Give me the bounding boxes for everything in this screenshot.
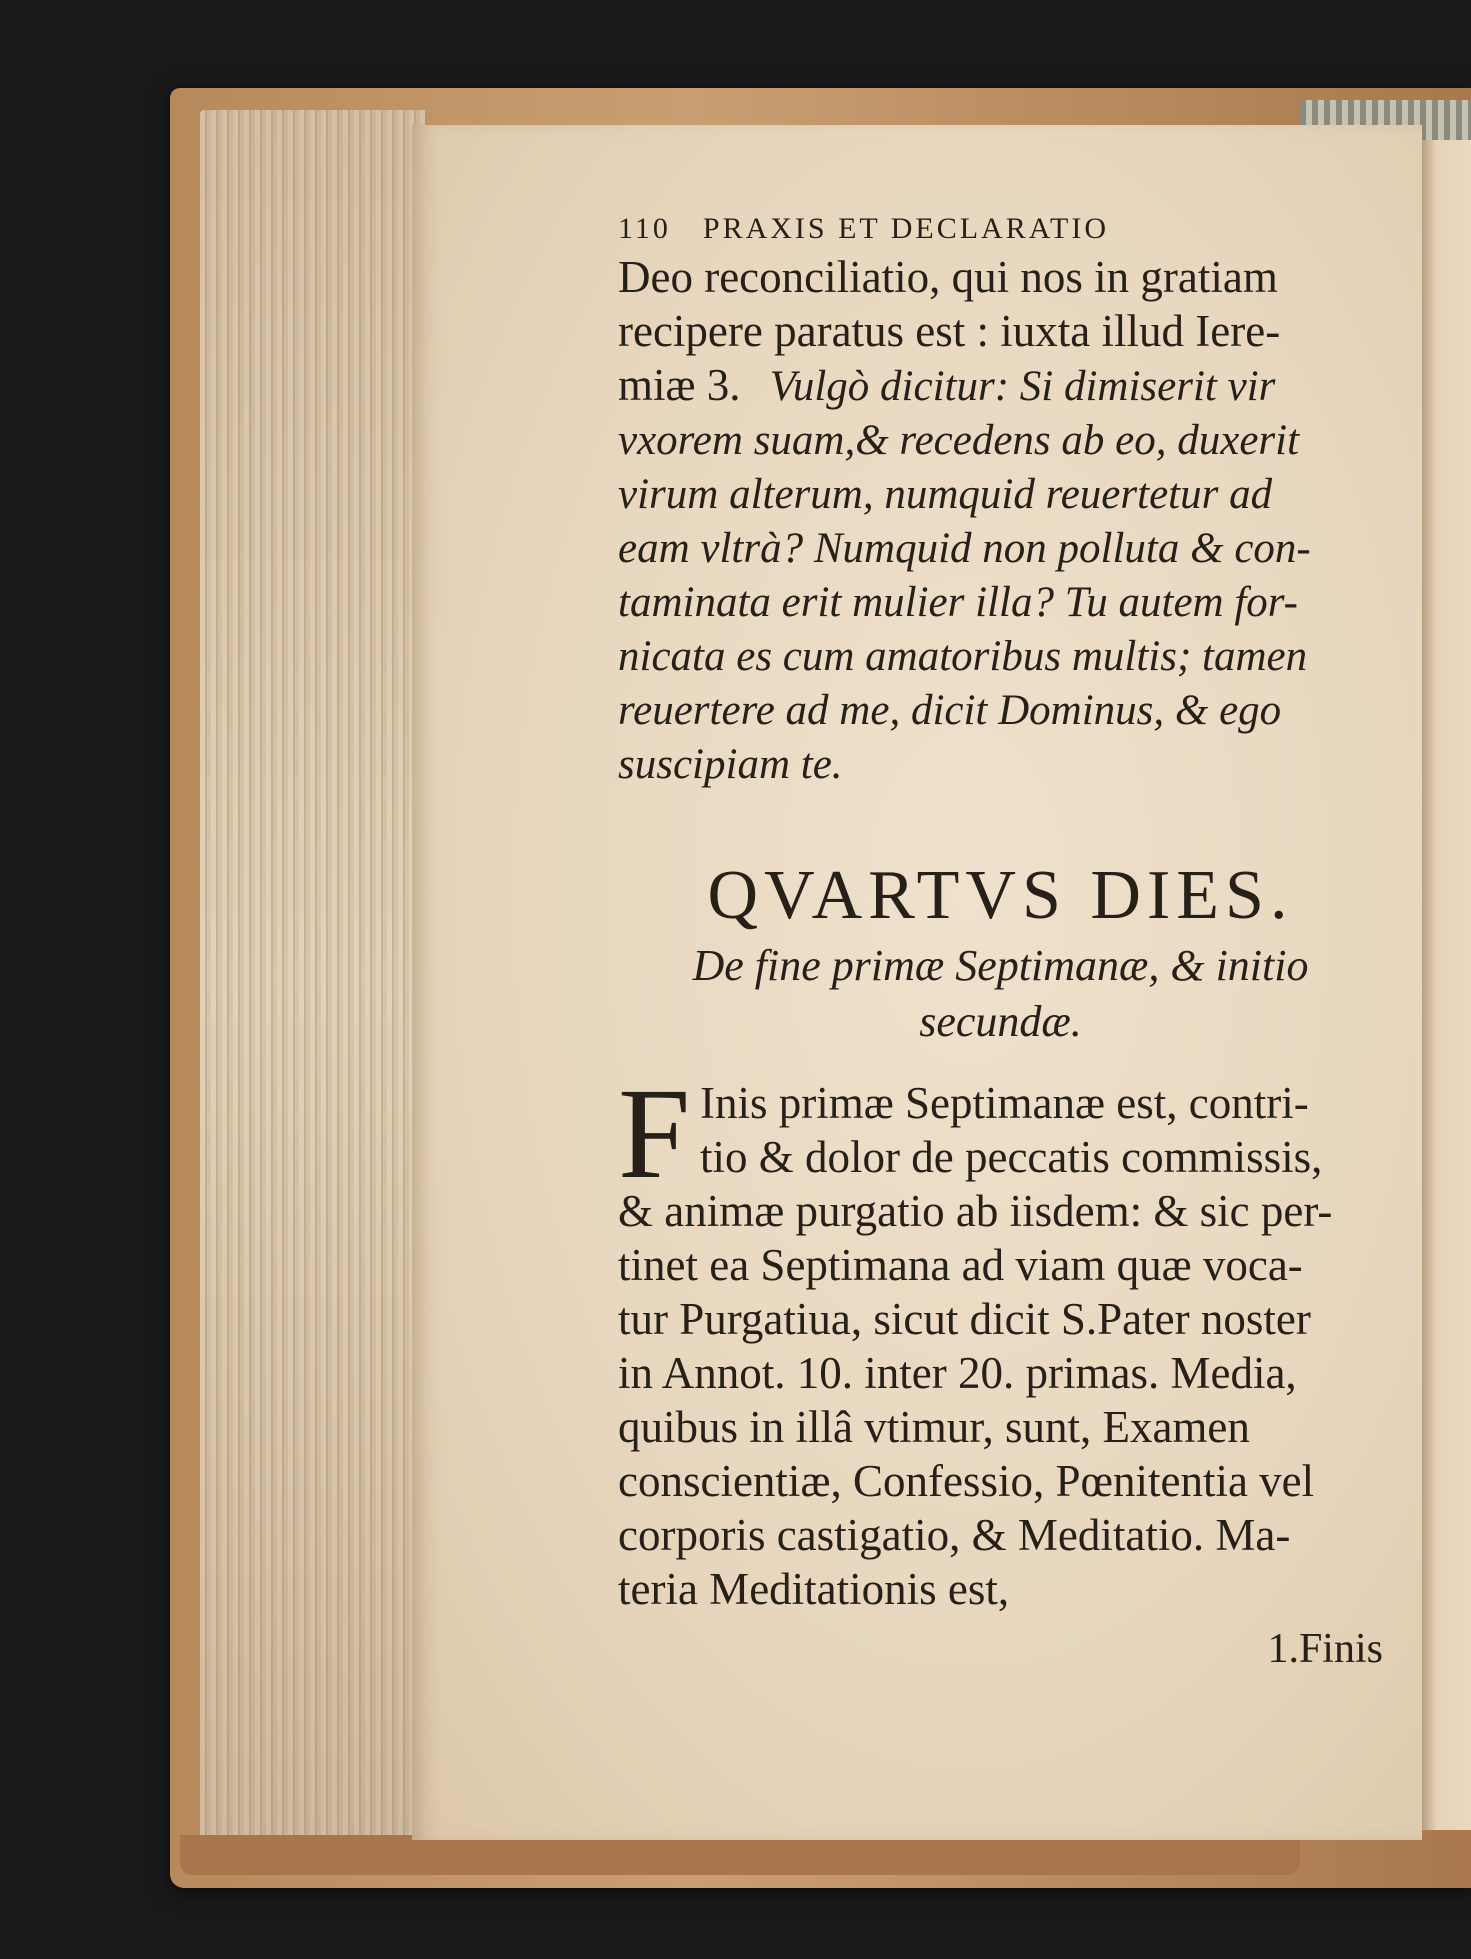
section-subtitle-line: secundæ.	[919, 997, 1082, 1046]
section-title: QVARTVS DIES.	[707, 857, 1294, 934]
text-line-mixed	[618, 358, 1383, 414]
drop-cap: F	[618, 1062, 691, 1206]
body-line: Inis primæ Septimanæ est, contri-	[700, 1078, 1309, 1128]
body-line: in Annot. 10. inter 20. primas. Media,	[618, 1348, 1297, 1398]
running-head	[618, 212, 1383, 246]
body-line: quibus in illâ vtimur, sunt, Examen	[618, 1402, 1250, 1452]
italic-line: eam vltrà? Numquid non polluta & con-	[618, 525, 1311, 572]
italic-line: reuertere ad me, dicit Dominus, & ego	[618, 687, 1282, 734]
text-line: recipere paratus est : iuxta illud Iere-	[618, 306, 1281, 356]
body-line: conscientiæ, Confessio, Pœnitentia vel	[618, 1456, 1315, 1506]
page-text	[618, 212, 1383, 1676]
page-number: 110	[618, 212, 671, 245]
running-title: PRAXIS ET DECLARATIO	[702, 212, 1110, 245]
body-line: tur Purgatiua, sicut dicit S.Pater noster	[618, 1294, 1311, 1344]
text-line: Deo reconciliatio, qui nos in gratiam	[618, 252, 1278, 302]
text-roman-fragment: miæ 3.	[618, 360, 741, 410]
body-line: tio & dolor de peccatis commissis,	[700, 1132, 1323, 1182]
italic-line: vxorem suam,& recedens ab eo, duxerit	[618, 417, 1300, 464]
catchword: 1.Finis	[1267, 1626, 1383, 1672]
right-page-sliver	[1422, 140, 1471, 1830]
bottom-board	[180, 1835, 1300, 1875]
body-line: tinet ea Septimana ad viam quæ voca-	[618, 1240, 1303, 1290]
italic-line: virum alterum, numquid reuertetur ad	[618, 471, 1273, 518]
body-line: & animæ purgatio ab iisdem: & sic per-	[618, 1186, 1333, 1236]
text-italic-fragment: Vulgò dicitur: Si dimiserit vir	[769, 363, 1276, 410]
page-edges	[200, 110, 425, 1845]
section-subtitle-line: De fine primæ Septimanæ, & initio	[692, 941, 1309, 990]
italic-line: taminata erit mulier illa? Tu autem for-	[618, 579, 1298, 626]
italic-line: nicata es cum amatoribus multis; tamen	[618, 633, 1308, 680]
body-paragraph	[618, 1062, 1383, 1616]
body-line: corporis castigatio, & Meditatio. Ma-	[618, 1510, 1291, 1560]
italic-line: suscipiam te.	[618, 741, 843, 788]
body-line: teria Meditationis est,	[618, 1564, 1010, 1614]
